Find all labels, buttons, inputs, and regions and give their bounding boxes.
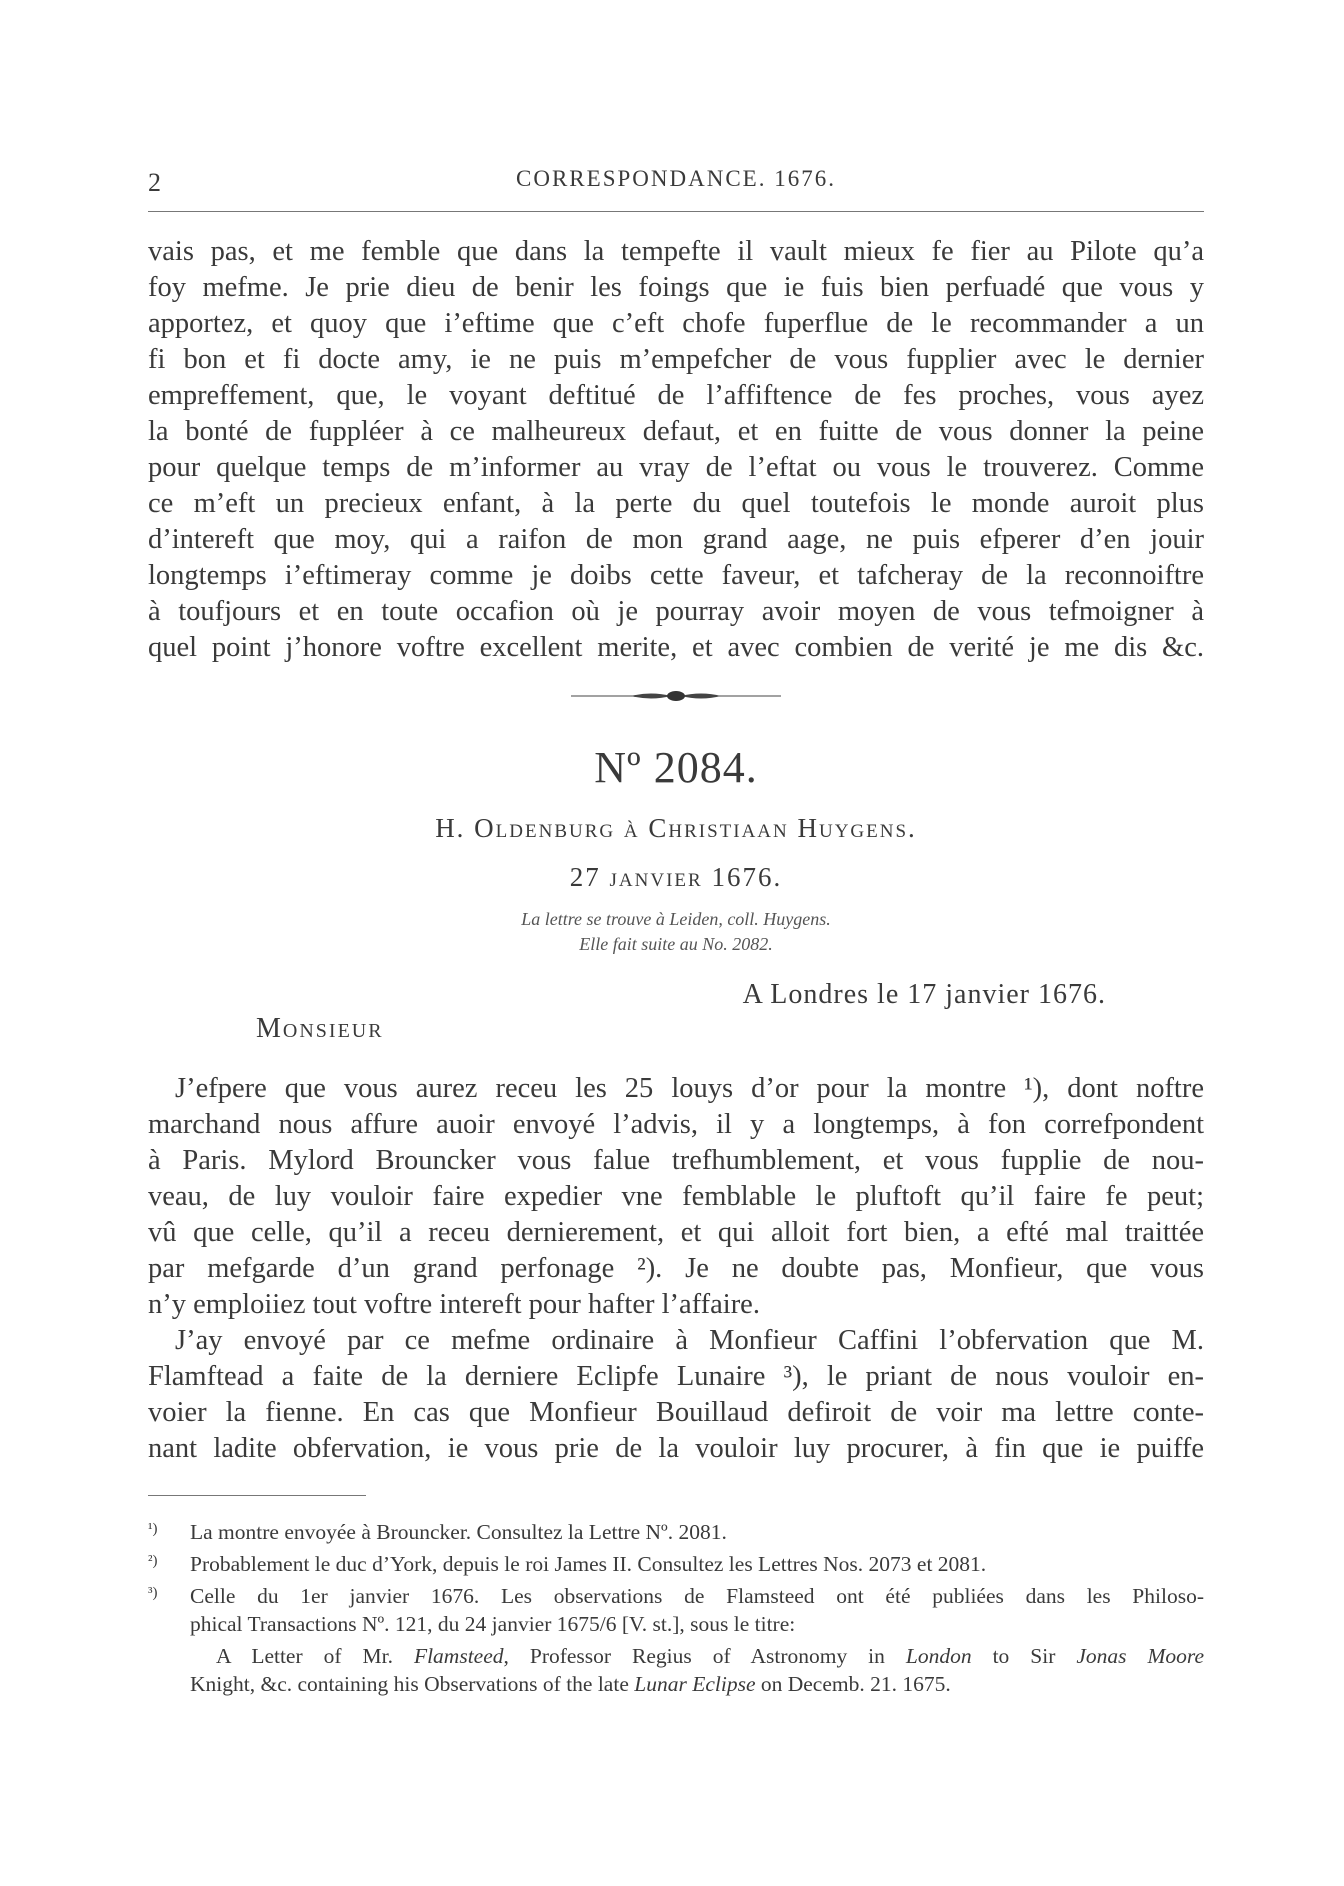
citation-author: Flamsteed bbox=[413, 1644, 504, 1668]
footnote-mark: ²) bbox=[148, 1553, 158, 1569]
footnote-mark: ³) bbox=[148, 1585, 158, 1601]
footnote-text: Probablement le duc d’York, depuis le roi James II. Consultez les Lettres Nos. 2073 et 2081. bbox=[190, 1552, 987, 1576]
letter-date: 27 janvier 1676. bbox=[569, 862, 783, 892]
page bbox=[148, 160, 1204, 1698]
letter-heading: H. Oldenburg à Christiaan Huygens. bbox=[435, 813, 917, 843]
citation-text: , Professor Regius of Astronomy in bbox=[503, 1644, 906, 1668]
running-head bbox=[148, 160, 1204, 200]
citation-line bbox=[190, 1642, 1204, 1670]
letter-paragraph bbox=[148, 1323, 1204, 1467]
source-note-line: Elle fait suite au No. 2082. bbox=[579, 934, 773, 954]
footnote-body bbox=[190, 1582, 1204, 1638]
footnote-line: Celle du 1er janvier 1676. Les observations de Flamsteed ont été publiées dans les Philoso- bbox=[190, 1584, 1204, 1608]
footnote-rule bbox=[148, 1495, 366, 1496]
footnote-citation bbox=[190, 1642, 1204, 1698]
text-line: fi bon et fi docte amy, ie ne puis m’empefcher de vous fupplier avec le dernier bbox=[148, 344, 1204, 375]
text-line: voier la fienne. En cas que Monfieur Bouillaud defiroit de voir ma lettre conte- bbox=[148, 1397, 1204, 1428]
continuation-text bbox=[148, 234, 1204, 666]
text-line: marchand nous affure auoir envoyé l’advis, il y a longtemps, à fon correfpondent bbox=[148, 1109, 1204, 1140]
text-line: nant ladite obfervation, ie vous prie de la vouloir luy procurer, à fin que ie puiffe bbox=[148, 1433, 1204, 1464]
citation-place: London bbox=[905, 1644, 972, 1668]
ornament-rule-icon bbox=[571, 688, 781, 704]
footnote-line: phical Transactions Nº. 121, du 24 janvier 1675/6 [V. st.], sous le titre: bbox=[190, 1612, 796, 1636]
text-line: Flamftead a faite de la derniere Eclipfe Lunaire ³), le priant de nous vouloir en- bbox=[148, 1361, 1204, 1392]
text-line: quel point j’honore voftre excellent merite, et avec combien de verité je me dis &c. bbox=[148, 632, 1204, 663]
footnote bbox=[148, 1550, 1204, 1578]
footnote bbox=[148, 1582, 1204, 1638]
citation-line bbox=[190, 1670, 1204, 1698]
source-note bbox=[148, 907, 1204, 957]
citation-text: on Decemb. 21. 1675. bbox=[755, 1672, 951, 1696]
text-line: à toufjours et en toute occafion où je pourray avoir moyen de vous tefmoigner à bbox=[148, 596, 1204, 627]
salutation: Monsieur bbox=[256, 1013, 384, 1044]
citation-text: Knight, &c. containing his Observations of the late bbox=[190, 1672, 635, 1696]
page-number: 2 bbox=[148, 168, 161, 197]
text-line: J’ay envoyé par ce mefme ordinaire à Monfieur Caffini l’obfervation que M. bbox=[175, 1325, 1204, 1356]
text-line: la bonté de fuppléer à ce malheureux defaut, et en fuitte de vous donner la peine bbox=[148, 416, 1204, 447]
text-line: pour quelque temps de m’informer au vray de l’eftat ou vous le trouverez. Comme bbox=[148, 452, 1204, 483]
footnotes bbox=[148, 1518, 1204, 1698]
text-line: par mefgarde d’un grand perfonage ²). Je ne doubte pas, Monfieur, que vous bbox=[148, 1253, 1204, 1284]
text-line: empreffement, que, le voyant deftitué de l’affiftence de fes proches, vous ayez bbox=[148, 380, 1204, 411]
text-line: vû que celle, qu’il a receu dernierement, et qui alloit fort bien, a efté mal traittée bbox=[148, 1217, 1204, 1248]
letter-paragraph bbox=[148, 1071, 1204, 1323]
text-line: n’y emploiiez tout voftre intereft pour hafter l’affaire. bbox=[148, 1289, 760, 1320]
text-line: longtemps i’eftimeray comme je doibs cette faveur, et tafcheray de la reconnoiftre bbox=[148, 560, 1204, 591]
text-line: J’efpere que vous aurez receu les 25 louys d’or pour la montre ¹), dont noftre bbox=[175, 1073, 1204, 1104]
citation-text: to Sir bbox=[971, 1644, 1077, 1668]
text-line: à Paris. Mylord Brouncker vous falue trefhumblement, et vous fupplie de nou- bbox=[148, 1145, 1204, 1176]
text-line: vais pas, et me femble que dans la tempefte il vault mieux fe fier au Pilote qu’a bbox=[148, 236, 1204, 267]
footnote-text: La montre envoyée à Brouncker. Consultez la Lettre Nº. 2081. bbox=[190, 1520, 727, 1544]
footnote bbox=[148, 1518, 1204, 1546]
section-ornament bbox=[148, 676, 1204, 716]
text-line: ce m’eft un precieux enfant, à la perte du quel toutefois le monde auroit plus bbox=[148, 488, 1204, 519]
text-line: veau, de luy vouloir faire expedier vne femblable le pluftoft qu’il faire fe peut; bbox=[148, 1181, 1204, 1212]
footnote-mark: ¹) bbox=[148, 1521, 158, 1537]
text-line: apportez, et quoy que i’eftime que c’eft chofe fuperflue de le recommander a un bbox=[148, 308, 1204, 339]
citation-text: A Letter of Mr. bbox=[216, 1644, 414, 1668]
text-line: d’intereft que moy, qui a raifon de mon grand aage, ne puis efperer d’en jouir bbox=[148, 524, 1204, 555]
letter-number: Nº 2084. bbox=[594, 743, 758, 792]
running-head-title: CORRESPONDANCE. 1676. bbox=[516, 166, 836, 191]
citation-recipient: Jonas Moore bbox=[1076, 1644, 1204, 1668]
citation-subject: Lunar Eclipse bbox=[634, 1672, 756, 1696]
place-date: A Londres le 17 janvier 1676. bbox=[742, 979, 1106, 1010]
source-note-line: La lettre se trouve à Leiden, coll. Huygens. bbox=[521, 909, 831, 929]
text-line: foy mefme. Je prie dieu de benir les foings que ie fuis bien perfuadé que vous y bbox=[148, 272, 1204, 303]
running-head-rule bbox=[148, 211, 1204, 212]
